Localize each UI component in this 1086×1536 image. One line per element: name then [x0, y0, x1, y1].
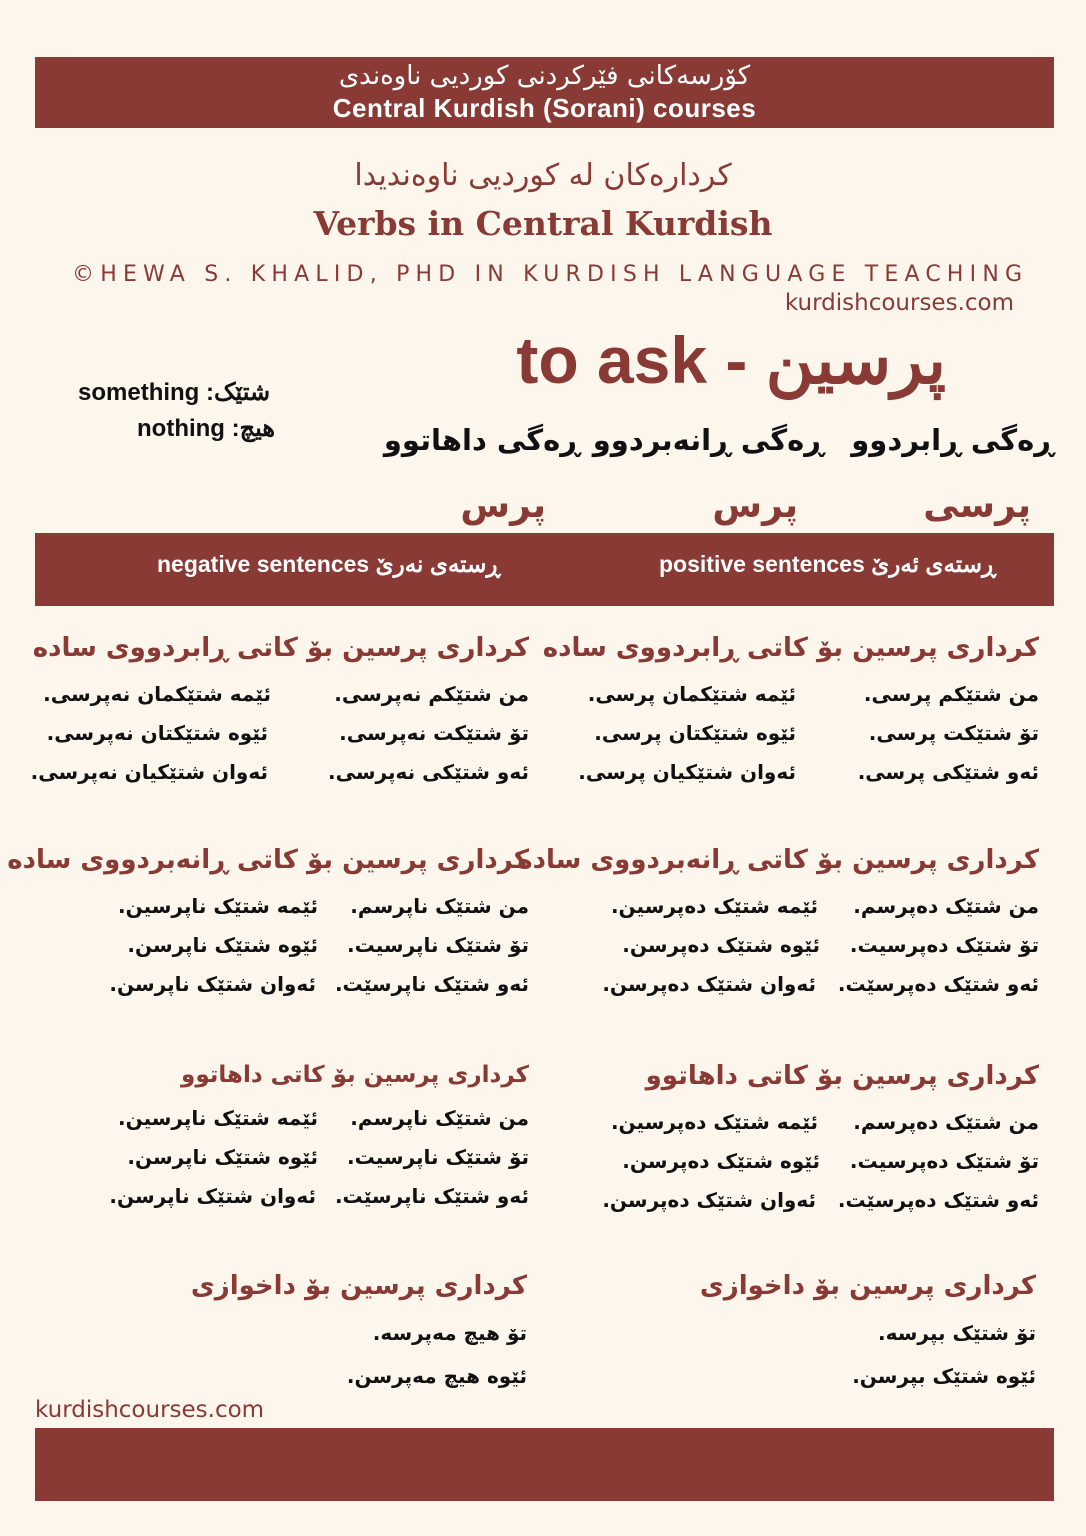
list-item: تۆ هیچ مەپرسە.	[372, 1321, 527, 1345]
list-item: ئەو شتێکی پرسی.	[857, 760, 1039, 784]
top-banner	[35, 57, 1054, 128]
list-item: ئەوان شتێک ناپرسن.	[109, 1184, 316, 1208]
section-title-imperative-positive: کرداری پرسین بۆ داخوازی	[699, 1271, 1036, 1301]
stem-past: پرسی	[923, 485, 1031, 526]
list-item: ئەو شتێکی نەپرسی.	[328, 760, 529, 784]
glossary-item-nothing	[137, 414, 275, 443]
list-item: ئێوە شتێک دەپرسن.	[622, 933, 820, 957]
list-item: تۆ شتێک بپرسە.	[878, 1321, 1036, 1345]
list-item: من شتێک دەپرسم.	[853, 1110, 1039, 1134]
list-item: من شتێکم نەپرسی.	[334, 682, 529, 706]
course-title-ku: کۆرسەکانی فێرکردنی کوردیی ناوەندی	[338, 61, 751, 91]
glossary-en: nothing	[137, 415, 225, 442]
bottom-bar	[35, 1428, 1054, 1501]
list-item: ئێمە شتێکمان پرسی.	[587, 682, 796, 706]
section-title-present-negative: کرداری پرسین بۆ کاتی ڕانەبردووی سادە	[7, 845, 529, 875]
section-title-imperative-negative: کرداری پرسین بۆ داخوازی	[190, 1271, 527, 1301]
list-item: ئێمە شتێک دەپرسین.	[610, 1110, 818, 1134]
stem-future: پرس	[460, 485, 546, 526]
list-item: ئەوان شتێک دەپرسن.	[602, 972, 816, 996]
list-item: من شتێک ناپرسم.	[350, 894, 529, 918]
negative-label-ku: ڕستەی نەرێ	[375, 551, 501, 577]
list-item: ئەو شتێک دەپرسێت.	[837, 1188, 1039, 1212]
positive-label-en: positive sentences	[659, 551, 865, 577]
positive-label-ku: ڕستەی ئەرێ	[871, 551, 997, 577]
list-item: ئێمە شتێک دەپرسین.	[610, 894, 818, 918]
site-link-top[interactable]: kurdishcourses.com	[784, 290, 1014, 316]
page-title-en: Verbs in Central Kurdish	[313, 204, 773, 243]
glossary-ku: :شتێک	[206, 379, 271, 406]
positive-label	[659, 551, 996, 578]
list-item: ئێوە شتێکتان پرسی.	[594, 721, 796, 745]
list-item: ئێوە شتێک دەپرسن.	[622, 1149, 820, 1173]
verb-title: to ask - پرسین	[516, 323, 946, 397]
glossary-item-something	[78, 378, 270, 407]
section-title-past-negative: کرداری پرسین بۆ کاتی ڕابردووی سادە	[32, 633, 529, 663]
list-item: ئەو شتێک دەپرسێت.	[837, 972, 1039, 996]
list-item: تۆ شتێک ناپرسیت.	[346, 933, 529, 957]
list-item: ئێوە شتێک ناپرسن.	[127, 933, 318, 957]
list-item: تۆ شتێکت نەپرسی.	[339, 721, 529, 745]
list-item: ئەوان شتێک ناپرسن.	[109, 972, 316, 996]
glossary-en: something	[78, 379, 200, 406]
section-title-future-positive: کرداری پرسین بۆ کاتی داهاتوو	[645, 1061, 1039, 1091]
site-link-bottom[interactable]: kurdishcourses.com	[35, 1397, 265, 1423]
list-item: ئەوان شتێک دەپرسن.	[602, 1188, 816, 1212]
list-item: تۆ شتێکت پرسی.	[868, 721, 1039, 745]
section-title-past-positive: کرداری پرسین بۆ کاتی ڕابردووی سادە	[542, 633, 1039, 663]
glossary-ku: :هیچ	[231, 415, 276, 442]
list-item: ئێوە شتێک ناپرسن.	[127, 1145, 318, 1169]
list-item: تۆ شتێک دەپرسیت.	[849, 933, 1039, 957]
list-item: من شتێکم پرسی.	[863, 682, 1039, 706]
list-item: تۆ شتێک دەپرسیت.	[849, 1149, 1039, 1173]
negative-label-en: negative sentences	[157, 551, 370, 577]
list-item: ئێوە هیچ مەپرسن.	[346, 1364, 527, 1388]
list-item: من شتێک دەپرسم.	[853, 894, 1039, 918]
section-title-future-negative: کرداری پرسین بۆ کاتی داهاتوو	[181, 1062, 529, 1088]
list-item: ئەوان شتێکیان پرسی.	[578, 760, 796, 784]
list-item: من شتێک ناپرسم.	[350, 1106, 529, 1130]
course-title-en: Central Kurdish (Sorani) courses	[332, 93, 757, 123]
section-title-present-positive: کرداری پرسین بۆ کاتی ڕانەبردووی سادە	[517, 845, 1039, 875]
list-item: ئەو شتێک ناپرسێت.	[334, 972, 529, 996]
list-item: ئێمە شتێک ناپرسین.	[117, 894, 318, 918]
stem-present: پرس	[712, 485, 798, 526]
sentence-type-bar	[35, 533, 1054, 606]
stem-label-future: ڕەگی داهاتوو	[383, 423, 580, 457]
copyright-line: ©HEWA S. KHALID, PHD IN KURDISH LANGUAGE TEACHING	[72, 262, 1029, 287]
list-item: ئێوە شتێکتان نەپرسی.	[46, 721, 268, 745]
list-item: ئەو شتێک ناپرسێت.	[334, 1184, 529, 1208]
list-item: ئێمە شتێک ناپرسین.	[117, 1106, 318, 1130]
stem-label-present: ڕەگی ڕانەبردوو	[592, 423, 824, 457]
negative-label	[157, 551, 500, 578]
list-item: ئێمە شتێکمان نەپرسی.	[43, 682, 271, 706]
stem-label-past: ڕەگی ڕابردوو	[851, 423, 1054, 457]
list-item: تۆ شتێک ناپرسیت.	[346, 1145, 529, 1169]
page-title-ku: کردارەکان لە کوردیی ناوەندیدا	[354, 158, 732, 193]
list-item: ئەوان شتێکیان نەپرسی.	[30, 760, 268, 784]
list-item: ئێوە شتێک بپرسن.	[852, 1364, 1036, 1388]
